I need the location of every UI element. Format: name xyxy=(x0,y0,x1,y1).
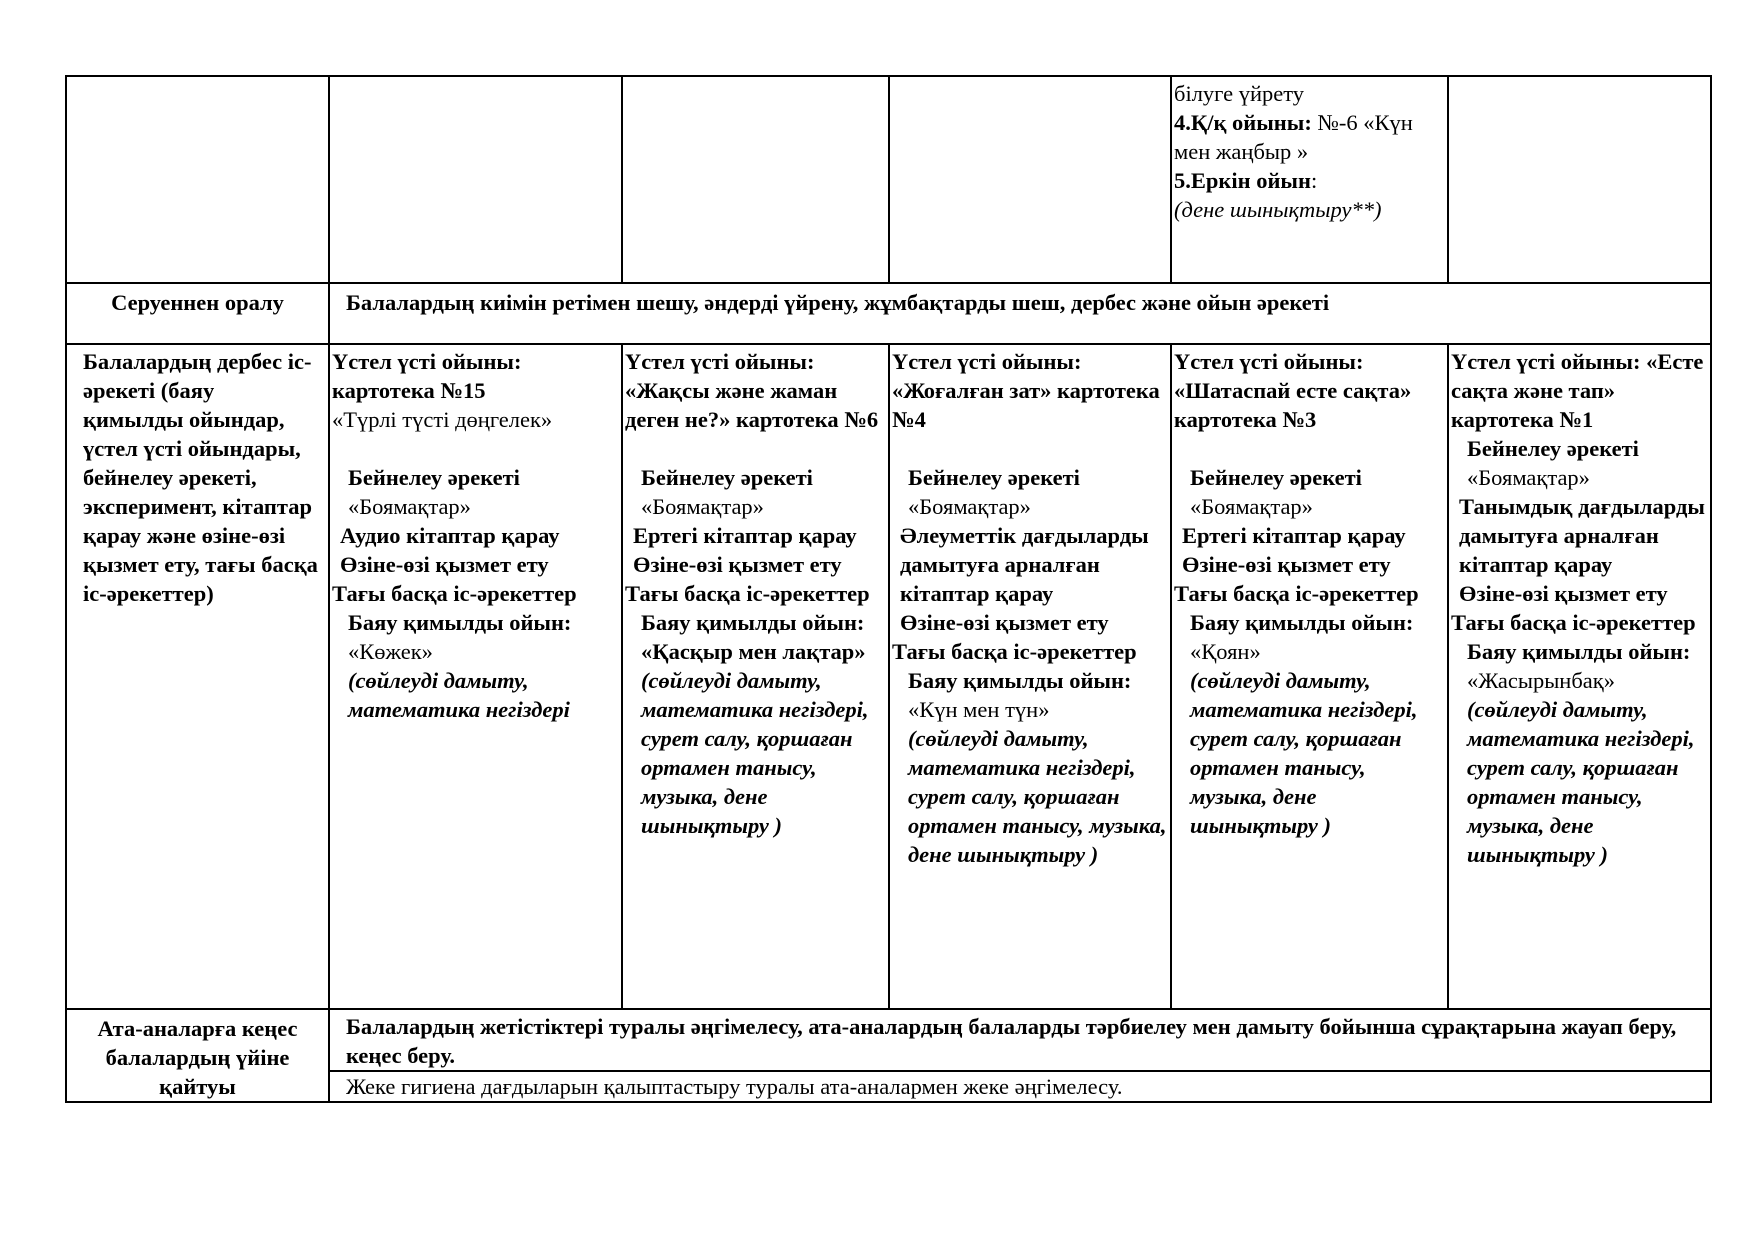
hygiene-talk-content xyxy=(329,1071,1711,1102)
integration-note: (сөйлеуді дамыту, математика негіздері, сурет салу, қоршаған ортамен танысу, музыка, дене шынықтыру ) xyxy=(1467,697,1695,867)
selfcare-activity: Өзіне-өзі қызмет ету xyxy=(633,552,842,577)
game-item-4-text: №-6 «Күн мен жаңбыр » xyxy=(1174,110,1413,164)
table-game-title: Үстел үсті ойыны: картотека №15 xyxy=(332,349,522,403)
other-activities: Тағы басқа іс-әрекеттер xyxy=(1174,581,1419,606)
slow-game-label: Баяу қимылды ойын: xyxy=(348,610,572,635)
continuation-cell-day4 xyxy=(1171,76,1448,283)
art-activity-text: «Боямақтар» xyxy=(908,494,1031,519)
art-activity-label: Бейнелеу әрекеті xyxy=(908,465,1080,490)
empty-cell xyxy=(66,76,329,283)
return-from-walk-row xyxy=(66,283,1711,344)
slow-game-label: Баяу қимылды ойын: xyxy=(1467,639,1691,664)
integration-note: (сөйлеуді дамыту, математика негіздері xyxy=(348,668,570,722)
continuation-row xyxy=(66,76,1711,283)
row-header-parents-text: Ата-аналарға кеңес балалардың үйіне қайтуы xyxy=(97,1016,298,1099)
spacer xyxy=(1174,434,1445,463)
books-activity: Әлеуметтік дағдыларды дамытуға арналған кітаптар қарау xyxy=(900,523,1149,606)
table-game-title: Үстел үсті ойыны: «Жақсы және жаман деген не?» картотека №6 xyxy=(625,349,879,432)
row-header-activity-text: Балалардың дербес іс-әрекеті (баяу қимылды ойындар, үстел үсті ойындары, бейнелеу әрекеті, эксперимент, кітаптар қарау және өзіне-өзі қызмет ету, тағы басқа іс-әрекеттер) xyxy=(83,349,318,606)
art-activity-label: Бейнелеу әрекеті xyxy=(348,465,520,490)
empty-cell xyxy=(622,76,889,283)
independent-activity-row xyxy=(66,344,1711,1009)
table-game-name: «Түрлі түсті дөңгелек» xyxy=(332,407,553,432)
art-activity-text: «Боямақтар» xyxy=(641,494,764,519)
return-content xyxy=(329,283,1711,344)
art-activity-text: «Боямақтар» xyxy=(1190,494,1313,519)
slow-game-label: Баяу қимылды ойын: xyxy=(908,668,1132,693)
integration-note: (сөйлеуді дамыту, математика негіздері, сурет салу, қоршаған ортамен танысу, музыка, дене шынықтыру ) xyxy=(1190,668,1418,838)
slow-game-name: «Күн мен түн» xyxy=(908,697,1050,722)
art-activity-label: Бейнелеу әрекеті xyxy=(1190,465,1362,490)
row-header-return: Серуеннен оралу xyxy=(66,283,329,344)
empty-cell xyxy=(329,76,622,283)
selfcare-activity: Өзіне-өзі қызмет ету xyxy=(900,610,1109,635)
game-item-4-label: 4.Қ/қ ойыны: xyxy=(1174,110,1312,135)
books-activity: Аудио кітаптар қарау xyxy=(340,523,560,548)
hygiene-talk-text: Жеке гигиена дағдыларын қалыптастыру туралы ата-аналармен жеке әңгімелесу. xyxy=(346,1074,1123,1099)
art-activity-label: Бейнелеу әрекеті xyxy=(1467,436,1639,461)
spacer xyxy=(332,434,619,463)
game-item-5-colon: : xyxy=(1310,168,1318,193)
books-activity: Танымдық дағдыларды дамытуға арналған кітаптар қарау xyxy=(1459,494,1705,577)
daily-plan-table xyxy=(65,75,1712,1103)
integration-note: (сөйлеуді дамыту, математика негіздері, сурет салу, қоршаған ортамен танысу, музыка, дене шынықтыру ) xyxy=(908,726,1167,867)
table-game-title: Үстел үсті ойыны: «Есте сақта және тап» картотека №1 xyxy=(1451,349,1704,432)
continuation-text: білуге үйрету xyxy=(1174,81,1305,106)
slow-game-label: Баяу қимылды ойын: «Қасқыр мен лақтар» xyxy=(641,610,866,664)
slow-game-name: «Қоян» xyxy=(1190,639,1261,664)
selfcare-activity: Өзіне-өзі қызмет ету xyxy=(1182,552,1391,577)
selfcare-activity: Өзіне-өзі қызмет ету xyxy=(1459,581,1668,606)
row-header-activity xyxy=(66,344,329,1009)
empty-cell xyxy=(889,76,1171,283)
art-activity-text: «Боямақтар» xyxy=(348,494,471,519)
parents-consultation-row xyxy=(66,1009,1711,1071)
day-4-activity-cell xyxy=(1171,344,1448,1009)
table-game-title: Үстел үсті ойыны: «Жоғалған зат» картотека №4 xyxy=(892,349,1160,432)
books-activity: Ертегі кітаптар қарау xyxy=(633,523,857,548)
day-1-activity-cell xyxy=(329,344,622,1009)
selfcare-activity: Өзіне-өзі қызмет ету xyxy=(340,552,549,577)
slow-game-name: «Көжек» xyxy=(348,639,433,664)
other-activities: Тағы басқа іс-әрекеттер xyxy=(625,581,870,606)
parents-consultation-content xyxy=(329,1009,1711,1071)
other-activities: Тағы басқа іс-әрекеттер xyxy=(892,639,1137,664)
art-activity-label: Бейнелеу әрекеті xyxy=(641,465,813,490)
slow-game-label: Баяу қимылды ойын: xyxy=(1190,610,1414,635)
game-item-5-label: 5.Еркін ойын xyxy=(1174,168,1311,193)
integration-note: (сөйлеуді дамыту, математика негіздері, сурет салу, қоршаған ортамен танысу, музыка, дене шынықтыру ) xyxy=(641,668,869,838)
art-activity-text: «Боямақтар» xyxy=(1467,465,1590,490)
other-activities: Тағы басқа іс-әрекеттер xyxy=(1451,610,1696,635)
day-2-activity-cell xyxy=(622,344,889,1009)
slow-game-name: «Жасырынбақ» xyxy=(1467,668,1615,693)
day-5-activity-cell xyxy=(1448,344,1711,1009)
row-header-parents xyxy=(66,1009,329,1102)
table-game-title: Үстел үсті ойыны: «Шатаспай есте сақта» картотека №3 xyxy=(1174,349,1412,432)
spacer xyxy=(892,434,1168,463)
game-item-5 xyxy=(1174,166,1445,195)
other-activities: Тағы басқа іс-әрекеттер xyxy=(332,581,577,606)
parents-consultation-text: Балалардың жетістіктері туралы әңгімелесу, ата-аналардың балаларды тәрбиелеу мен дамыту бойынша сұрақтарына жауап беру, кеңес беру. xyxy=(346,1014,1677,1068)
spacer xyxy=(625,434,886,463)
day-3-activity-cell xyxy=(889,344,1171,1009)
game-item-4 xyxy=(1174,108,1445,166)
return-content-text: Балалардың киімін ретімен шешу, әндерді үйрену, жұмбақтарды шеш, дербес және ойын әрекеті xyxy=(346,290,1330,315)
books-activity: Ертегі кітаптар қарау xyxy=(1182,523,1406,548)
game-item-5-note: (дене шынықтыру**) xyxy=(1174,197,1382,222)
empty-cell xyxy=(1448,76,1711,283)
